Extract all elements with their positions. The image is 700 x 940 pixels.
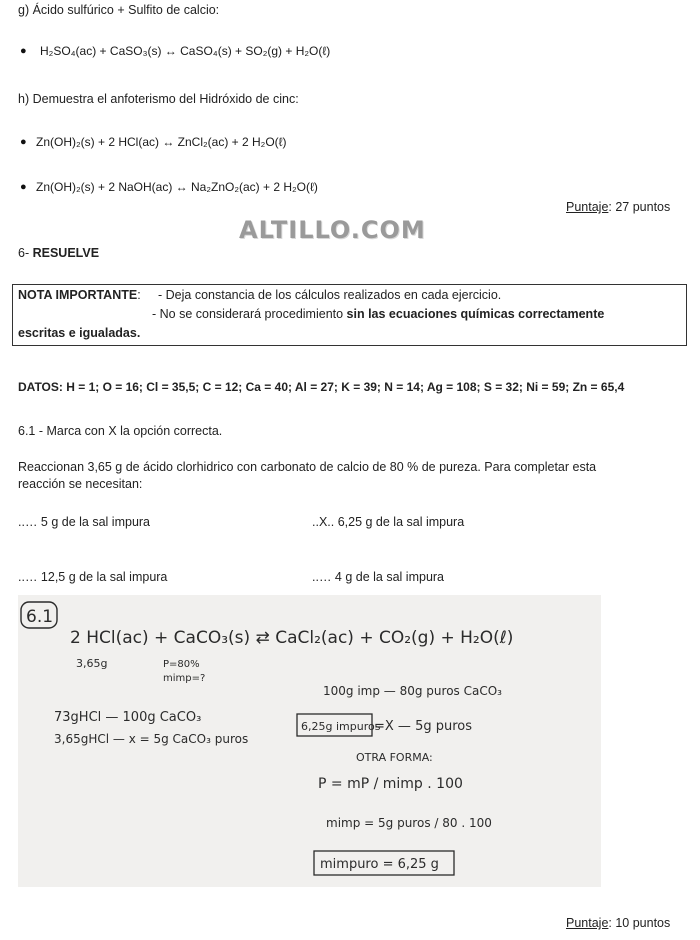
- handwritten-result: mimpuro = 6,25 g: [320, 857, 439, 872]
- nota-colon: :: [137, 288, 141, 302]
- datos-line: DATOS: H = 1; O = 16; Cl = 35,5; C = 12; Ca = 40; Al = 27; K = 39; N = 14; Ag = 108; S = 32; Ni = 59; Zn = 65,4: [18, 380, 625, 394]
- handwritten-formula-m: mimp = 5g puros / 80 . 100: [326, 816, 492, 830]
- score-label: Puntaje: [566, 916, 609, 930]
- section-g-heading: g) Ácido sulfúrico + Sulfito de calcio:: [18, 3, 220, 17]
- option-a[interactable]: ..… 5 g de la sal impura: [18, 515, 151, 529]
- handwritten-right-2-boxed: 6,25g impuros: [301, 720, 381, 733]
- nota-text-2: [152, 307, 681, 321]
- handwritten-purity: P=80%: [163, 659, 200, 670]
- handwritten-formula-p: P = mP / mimp . 100: [318, 776, 463, 792]
- watermark-logo: ALTILLO.COM: [239, 216, 426, 244]
- handwritten-ratio-1: 73gHCl — 100g CaCO₃: [54, 710, 202, 725]
- bullet-icon: ●: [20, 136, 27, 148]
- equation-g: H₂SO₄(ac) + CaSO₃(s) ↔ CaSO₄(s) + SO₂(g) + H₂O(ℓ): [40, 44, 331, 58]
- option-b-selected[interactable]: ..X.. 6,25 g de la sal impura: [312, 515, 465, 529]
- section-title: RESUELVE: [32, 246, 100, 260]
- handwritten-mass-hcl: 3,65g: [76, 657, 108, 670]
- nota-text-2-pre: - No se considerará procedimiento: [152, 307, 347, 321]
- handwritten-m-imp: mimp=?: [163, 673, 206, 684]
- handwritten-right-1: 100g imp — 80g puros CaCO₃: [323, 684, 502, 698]
- handwritten-right-2-rest: =X — 5g puros: [374, 719, 472, 734]
- option-d[interactable]: ..… 4 g de la sal impura: [312, 570, 445, 584]
- score-1: [566, 200, 670, 214]
- exercise-statement-1: Reaccionan 3,65 g de ácido clorhidrico con carbonato de calcio de 80 % de pureza. Para completar esta: [18, 460, 597, 474]
- score-value: : 10 puntos: [608, 916, 671, 930]
- score-2: [566, 916, 670, 930]
- bullet-icon: ●: [20, 45, 27, 57]
- nota-text-1: - Deja constancia de los cálculos realizados en cada ejercicio.: [158, 288, 502, 302]
- handwritten-solution-photo: [18, 595, 601, 887]
- equation-h1: Zn(OH)₂(s) + 2 HCl(ac) ↔ ZnCl₂(ac) + 2 H₂O(ℓ): [36, 135, 287, 149]
- handwritten-equation: 2 HCl(ac) + CaCO₃(s) ⇄ CaCl₂(ac) + CO₂(g) + H₂O(ℓ): [70, 628, 514, 648]
- nota-label: NOTA IMPORTANTE: [18, 288, 138, 302]
- handwritten-otra-forma: OTRA FORMA:: [356, 751, 433, 764]
- equation-h2: Zn(OH)₂(s) + 2 NaOH(ac) ↔ Na₂ZnO₂(ac) + 2 H₂O(ℓ): [36, 180, 318, 194]
- exercise-statement-2: reacción se necesitan:: [18, 477, 143, 491]
- option-c[interactable]: ..… 12,5 g de la sal impura: [18, 570, 168, 584]
- nota-text-2-bold: sin las ecuaciones químicas correctamente: [346, 307, 605, 321]
- exercise-instruction: 6.1 - Marca con X la opción correcta.: [18, 424, 223, 438]
- nota-line-1: [18, 288, 141, 302]
- score-value: : 27 puntos: [608, 200, 671, 214]
- bullet-icon: ●: [20, 181, 27, 193]
- handwritten-ratio-2: 3,65gHCl — x = 5g CaCO₃ puros: [54, 732, 249, 746]
- section-6-heading: [18, 246, 99, 260]
- section-h-heading: h) Demuestra el anfoterismo del Hidróxido de cinc:: [18, 92, 299, 106]
- nota-text-3: escritas e igualadas.: [18, 326, 141, 340]
- section-number: 6-: [18, 246, 33, 260]
- handwritten-label: 6.1: [26, 607, 54, 627]
- score-label: Puntaje: [566, 200, 609, 214]
